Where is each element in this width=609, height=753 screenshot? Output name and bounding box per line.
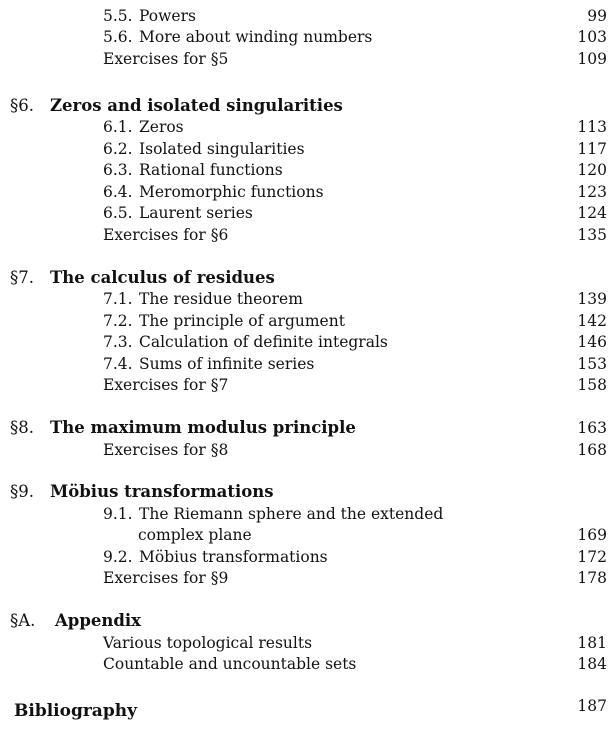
section-title: Zeros and isolated singularities bbox=[50, 96, 343, 115]
entry-title: Rational functions bbox=[139, 161, 283, 179]
entry-page: 172 bbox=[577, 548, 607, 566]
entry-number: 5.5. bbox=[103, 7, 133, 25]
entry-number: 7.3. bbox=[103, 333, 133, 351]
section-title: Appendix bbox=[55, 611, 142, 630]
entry-title: Isolated singularities bbox=[139, 140, 305, 158]
entry-page: 123 bbox=[577, 183, 607, 201]
entry-page: 184 bbox=[577, 655, 607, 673]
toc-entry bbox=[0, 632, 609, 654]
toc-entry bbox=[0, 546, 609, 568]
entry-number: 7.2. bbox=[103, 312, 133, 330]
entry-page: 181 bbox=[577, 634, 607, 652]
entry-page: 120 bbox=[577, 161, 607, 179]
entry-page: 142 bbox=[577, 312, 607, 330]
entry-number: 5.6. bbox=[103, 28, 133, 46]
toc-entry bbox=[0, 353, 609, 375]
entry-title: Powers bbox=[139, 7, 196, 25]
entry-page: 163 bbox=[577, 419, 607, 437]
toc-section-heading bbox=[0, 610, 609, 632]
toc-entry bbox=[0, 288, 609, 310]
section-number: §8. bbox=[10, 418, 34, 437]
entry-number: 7.1. bbox=[103, 290, 133, 308]
exercises-label: Exercises for §7 bbox=[103, 376, 229, 394]
toc-exercises bbox=[0, 48, 609, 70]
entry-title: Meromorphic functions bbox=[139, 183, 324, 201]
section-title: The calculus of residues bbox=[50, 268, 275, 287]
entry-number: 6.5. bbox=[103, 204, 133, 222]
section-title: The maximum modulus principle bbox=[50, 418, 356, 437]
exercises-label: Exercises for §9 bbox=[103, 569, 229, 587]
toc-bibliography-page bbox=[0, 695, 609, 717]
toc-entry bbox=[0, 202, 609, 224]
section-number: §6. bbox=[10, 96, 34, 115]
exercises-label: Exercises for §8 bbox=[103, 441, 229, 459]
entry-page: 146 bbox=[577, 333, 607, 351]
toc-entry bbox=[0, 116, 609, 138]
entry-page: 124 bbox=[577, 204, 607, 222]
entry-title: More about winding numbers bbox=[139, 28, 373, 46]
toc-section-heading bbox=[0, 267, 609, 289]
toc-entry bbox=[0, 310, 609, 332]
entry-title: The principle of argument bbox=[139, 312, 345, 330]
entry-page: 168 bbox=[577, 441, 607, 459]
entry-number: 6.1. bbox=[103, 118, 133, 136]
entry-title-continuation: complex plane bbox=[138, 526, 252, 544]
entry-number: 9.2. bbox=[103, 548, 133, 566]
toc-entry bbox=[0, 331, 609, 353]
entry-page: 103 bbox=[577, 28, 607, 46]
toc-section-heading bbox=[0, 481, 609, 503]
toc-exercises bbox=[0, 439, 609, 461]
entry-title: The Riemann sphere and the extended bbox=[139, 505, 444, 523]
entry-title: Various topological results bbox=[103, 634, 313, 652]
entry-number: 6.2. bbox=[103, 140, 133, 158]
section-number: §7. bbox=[10, 268, 34, 287]
exercises-label: Exercises for §5 bbox=[103, 50, 229, 68]
entry-number: 9.1. bbox=[103, 505, 133, 523]
entry-page: 158 bbox=[577, 376, 607, 394]
toc-exercises bbox=[0, 374, 609, 396]
entry-title: Calculation of definite integrals bbox=[139, 333, 388, 351]
entry-page: 99 bbox=[587, 7, 607, 25]
entry-page: 117 bbox=[577, 140, 607, 158]
entry-title: Countable and uncountable sets bbox=[103, 655, 357, 673]
entry-title: Möbius transformations bbox=[139, 548, 328, 566]
entry-title: Zeros bbox=[139, 118, 184, 136]
entry-page: 113 bbox=[577, 118, 607, 136]
bibliography-title: Bibliography bbox=[14, 701, 137, 721]
section-number: §A. bbox=[10, 611, 36, 630]
toc-entry bbox=[0, 138, 609, 160]
toc-entry bbox=[0, 5, 609, 27]
entry-page: 139 bbox=[577, 290, 607, 308]
toc-entry bbox=[0, 653, 609, 675]
entry-page: 135 bbox=[577, 226, 607, 244]
section-number: §9. bbox=[10, 482, 34, 501]
entry-page: 178 bbox=[577, 569, 607, 587]
section-title: Möbius transformations bbox=[50, 482, 274, 501]
exercises-label: Exercises for §6 bbox=[103, 226, 229, 244]
toc-entry bbox=[0, 26, 609, 48]
entry-page: 169 bbox=[577, 526, 607, 544]
entry-page: 187 bbox=[577, 697, 607, 715]
entry-page: 109 bbox=[577, 50, 607, 68]
toc-entry-continuation bbox=[0, 524, 609, 546]
toc-exercises bbox=[0, 224, 609, 246]
entry-number: 6.4. bbox=[103, 183, 133, 201]
toc-entry bbox=[0, 181, 609, 203]
toc-section-heading bbox=[0, 95, 609, 117]
toc-entry bbox=[0, 159, 609, 181]
entry-title: Sums of infinite series bbox=[139, 355, 315, 373]
toc-section-heading bbox=[0, 417, 609, 439]
entry-number: 6.3. bbox=[103, 161, 133, 179]
entry-number: 7.4. bbox=[103, 355, 133, 373]
toc-exercises bbox=[0, 567, 609, 589]
entry-title: The residue theorem bbox=[139, 290, 303, 308]
entry-title: Laurent series bbox=[139, 204, 253, 222]
toc-entry bbox=[0, 503, 609, 525]
entry-page: 153 bbox=[577, 355, 607, 373]
